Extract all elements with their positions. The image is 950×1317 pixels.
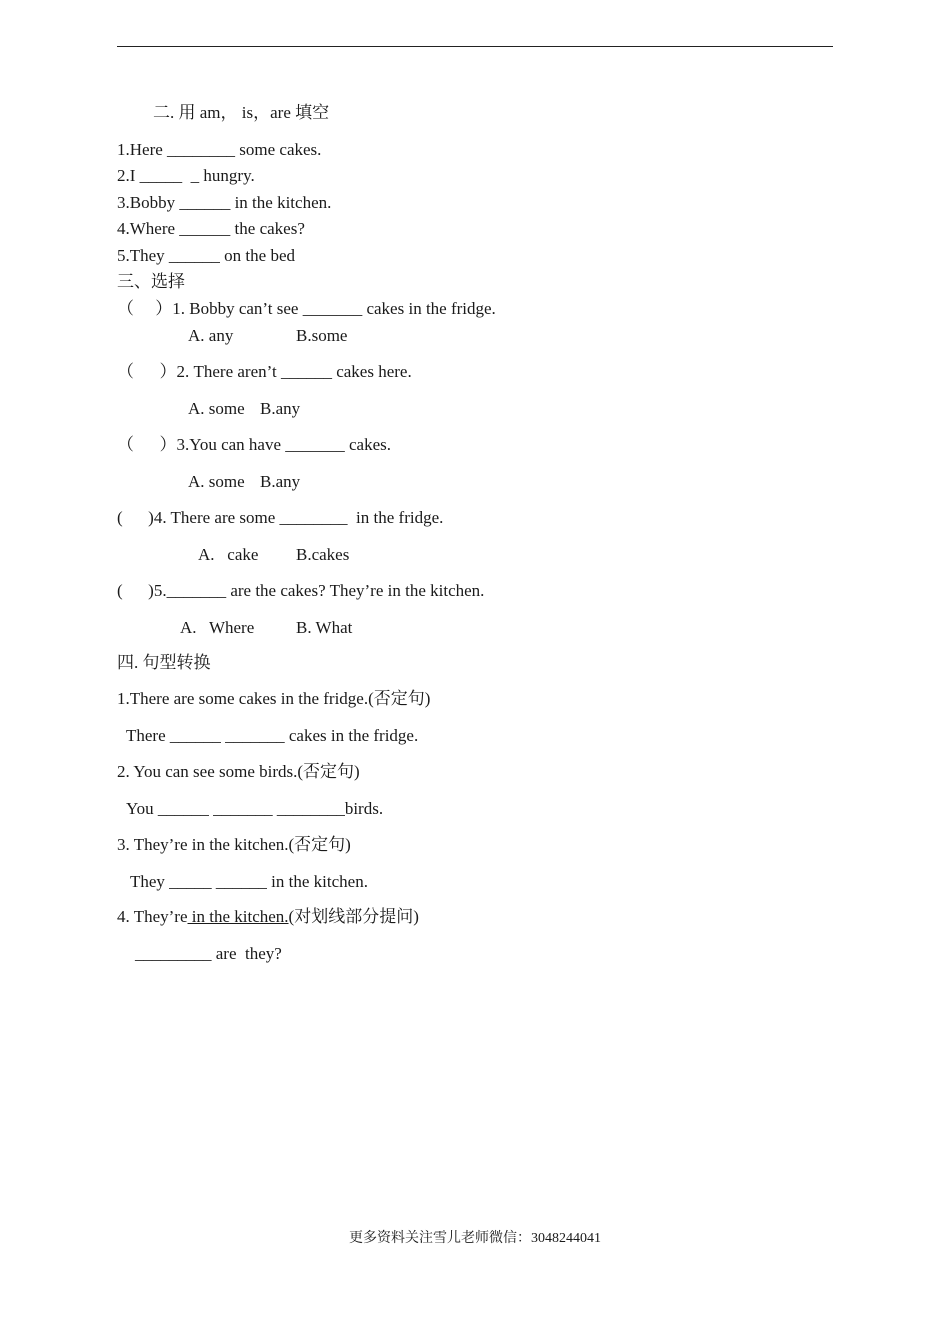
section4-a2: You ______ _______ ________birds. [126, 799, 384, 818]
section3-q3-option-b: B.any [260, 472, 301, 491]
footer-text: 更多资料关注雪儿老师微信：3048244041 [349, 1231, 601, 1246]
section3-q3-stem: （ ）3.You can have _______ cakes. [117, 435, 392, 454]
section2-item-2: 2.I _____ _ hungry. [117, 166, 255, 185]
section4-a1: There ______ _______ cakes in the fridge. [126, 726, 419, 745]
section3-q4-stem-rest: )4. There are some ________ in the fridge. [148, 508, 444, 527]
section2-item-3: 3.Bobby ______ in the kitchen. [117, 193, 332, 212]
section4-q4-post: (对划线部分提问) [288, 907, 419, 926]
section2-title: 二. 用 am， is，are 填空 [153, 103, 330, 122]
section3-title: 三、选择 [117, 272, 185, 291]
section4-q4 [117, 907, 419, 927]
section4-a4: _________ are they? [135, 944, 282, 963]
section4-a3: They _____ ______ in the kitchen. [130, 872, 368, 891]
section3-q5-option-a: A. Where [180, 618, 255, 637]
section4-q4-underlined: in the kitchen. [187, 907, 289, 926]
section3-q1-option-b: B.some [296, 326, 348, 345]
header-rule [117, 46, 833, 47]
section4-q2: 2. You can see some birds.(否定句) [117, 762, 360, 781]
section2-item-4: 4.Where ______ the cakes? [117, 219, 305, 238]
section3-q5-stem: ( )5._______ are the cakes? They’re in the kitchen. [117, 581, 485, 600]
section3-q4-stem [117, 508, 443, 528]
section3-q2-option-a: A. some [188, 399, 245, 418]
section3-q3-option-a: A. some [188, 472, 245, 491]
section4-q1: 1.There are some cakes in the fridge.(否定句) [117, 689, 431, 708]
section3-q4-option-a: A. cake [198, 545, 259, 564]
section3-q1-stem: （ ）1. Bobby can’t see _______ cakes in the fridge. [117, 299, 496, 318]
section3-q4-stem-open: ( [117, 508, 149, 527]
section4-q3: 3. They’re in the kitchen.(否定句) [117, 835, 351, 854]
section3-q4-option-b: B.cakes [296, 545, 350, 564]
section3-q1-option-a: A. any [188, 326, 234, 345]
section2-item-5: 5.They ______ on the bed [117, 246, 295, 265]
section3-q2-stem: （ ）2. There aren’t ______ cakes here. [117, 362, 412, 381]
section3-q2-option-b: B.any [260, 399, 301, 418]
section3-q5-option-b: B. What [296, 618, 353, 637]
section4-title: 四. 句型转换 [117, 653, 211, 672]
section4-q4-pre: 4. They’re [117, 907, 188, 926]
section2-item-1: 1.Here ________ some cakes. [117, 140, 322, 159]
